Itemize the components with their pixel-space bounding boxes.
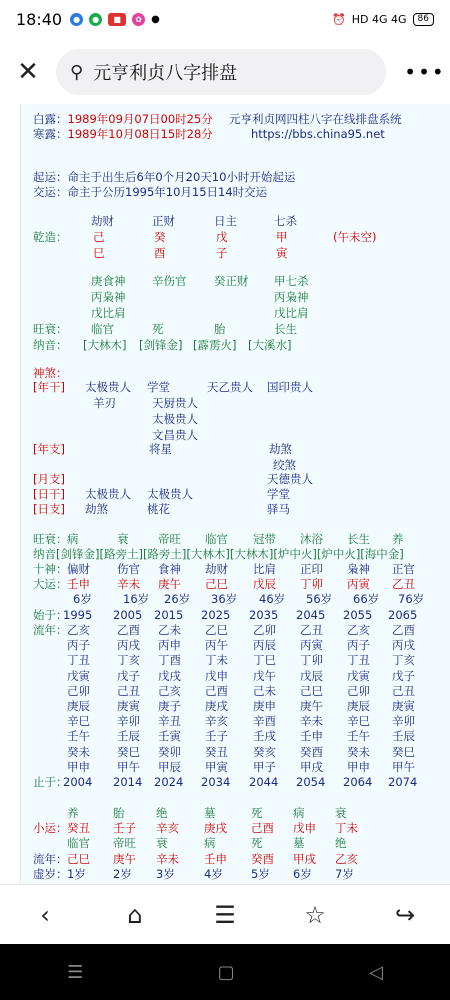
xiaoyun-top-cell: 病: [293, 806, 305, 820]
shiyu-cell: 2045: [296, 608, 326, 622]
dayun-wangshuai-cell: 长生: [347, 532, 370, 546]
xusui-cell: 3岁: [156, 867, 175, 881]
liunian-cell: 丙午: [205, 638, 228, 653]
liunian-cell: 甲申: [347, 759, 370, 774]
xiaoyun-label: 小运：: [33, 821, 68, 835]
xiaoyun-cell: 壬子: [113, 821, 136, 835]
search-header: [0, 44, 450, 100]
liunian-cell: 乙巳: [205, 623, 228, 637]
xiaoyun-cell: 辛亥: [156, 821, 179, 835]
dayun-shishen-cell: 食神: [158, 562, 181, 576]
bailu-value: 1989年09月07日00时25分: [67, 112, 213, 126]
shiyu-cell: 2025: [201, 608, 231, 622]
dayun-age-cell: 56岁: [306, 592, 333, 606]
liunian-cell: 庚子: [158, 699, 181, 713]
liunian-cell: 甲戌: [300, 759, 323, 774]
xiaoyun-bottom-cell: 死: [251, 836, 263, 850]
liunian-cell: 癸酉: [300, 744, 323, 759]
zhiyu-cell: 2064: [343, 775, 373, 789]
dayun-label: 大运：: [33, 577, 68, 591]
liunian-cell: 戊寅: [347, 668, 370, 683]
canggan-cell: 辛伤官: [152, 274, 187, 288]
xiaoyun-cell: 癸丑: [67, 821, 90, 835]
xusui-cell: 1岁: [67, 867, 86, 881]
dayun-age-cell: 6岁: [73, 592, 92, 606]
shensha-item: 天乙贵人: [207, 380, 253, 394]
system-back-icon[interactable]: ◁: [368, 961, 383, 983]
liunian-cell: 甲午: [117, 759, 140, 774]
paipan-panel: [20, 104, 450, 884]
dayun-wangshuai-cell: 沐浴: [300, 532, 323, 546]
shiyu-cell: 1995: [63, 608, 93, 622]
bottom-navigation: [0, 884, 450, 944]
dayun-wangshuai-cell: 冠带: [253, 532, 276, 546]
liunian-cell: 戊寅: [67, 668, 90, 683]
liunian-cell: 壬午: [347, 729, 370, 744]
shishen-cell: 七杀: [274, 214, 297, 228]
search-input[interactable]: [56, 49, 386, 95]
liunian-cell: 乙亥: [347, 623, 370, 637]
dayun-wangshuai-cell: 临官: [205, 532, 228, 546]
liunian-cell: 己酉: [205, 683, 228, 698]
liunian-cell: 甲子: [253, 759, 276, 774]
liunian-cell: 辛巳: [67, 714, 90, 729]
dayun-cell: 己巳: [205, 577, 228, 591]
shensha-item: 羊刃: [93, 396, 116, 410]
jiaoyun-value: 命主于公历1995年10月15日14时交运: [67, 185, 268, 199]
tiangan-cell: 戊: [216, 230, 228, 244]
jiaoyun-label: 交运：: [33, 185, 68, 199]
dayun-cell: 丙寅: [347, 577, 370, 591]
back-icon[interactable]: ‹: [40, 900, 50, 929]
shensha-item: 太极贵人: [147, 487, 193, 501]
xiaoyun-bottom-cell: 临官: [67, 836, 90, 850]
zhiyu-cell: 2054: [296, 775, 326, 789]
shensha-item: 劫煞: [85, 502, 108, 516]
shishen-cell: 日主: [214, 214, 237, 228]
dayun-shishen-label: 十神：: [33, 562, 68, 576]
qiyun-label: 起运：: [33, 170, 68, 184]
dayun-age-cell: 46岁: [259, 592, 286, 606]
shensha-item: 学堂: [147, 380, 170, 394]
liunian-cell: 壬午: [67, 729, 90, 744]
liunian-cell: 乙酉: [117, 623, 140, 637]
xusui-cell: 2岁: [113, 867, 132, 881]
app-notification-icon: ●: [70, 13, 83, 26]
liunian-cell: 丙申: [158, 638, 181, 653]
liunian-cell: 戊午: [253, 668, 276, 683]
dayun-nayin-line: [剑锋金][路旁土][路旁土][大林木][大林木][炉中火][炉中火][海中金]: [56, 547, 404, 561]
shensha-item: 太极贵人: [85, 380, 131, 394]
search-query: 元亨利贞八字排盘: [93, 63, 238, 84]
xiaoyun-top-cell: 衰: [335, 806, 347, 820]
zhiyu-cell: 2004: [63, 775, 93, 789]
xusui-cell: 7岁: [335, 867, 354, 881]
menu-icon[interactable]: ☰: [214, 900, 236, 929]
liunian-cell: 丙辰: [253, 638, 276, 653]
liunian-cell: 辛酉: [253, 714, 276, 729]
shiyu-cell: 2035: [249, 608, 279, 622]
shensha-item: 将星: [149, 442, 172, 456]
liunian-cell: 癸巳: [392, 744, 415, 759]
tiangan-cell: 甲: [276, 230, 288, 244]
status-bar: [0, 0, 450, 38]
dizhi-cell: 巳: [93, 246, 105, 260]
xiaoyun-bottom-cell: 帝旺: [113, 836, 136, 850]
dayun-shishen-cell: 伤官: [117, 562, 140, 576]
liunian-cell: 庚寅: [117, 699, 140, 713]
xusui-cell: 5岁: [251, 867, 270, 881]
shiyu-cell: 2055: [343, 608, 373, 622]
dayun-cell: 丁卯: [300, 577, 323, 591]
status-time: 18:40: [16, 9, 63, 29]
qianzao-label: 乾造：: [33, 230, 68, 244]
kongwang: (午未空): [333, 230, 377, 244]
liunian-cell: 丁未: [205, 653, 228, 668]
xiaoyun-bottom-cell: 病: [204, 836, 216, 850]
wangshuai-cell: 胎: [214, 322, 226, 336]
liunian-cell: 己丑: [117, 683, 140, 698]
liunian-cell: 丁巳: [253, 653, 276, 668]
recent-apps-icon[interactable]: ☰: [67, 961, 84, 983]
liunian-cell: 庚午: [300, 699, 323, 713]
dayun-shishen-cell: 正印: [300, 562, 323, 576]
liunian-cell: 辛丑: [158, 714, 181, 729]
dayun-shishen-cell: 偏财: [67, 562, 90, 576]
liunian-cell: 丁酉: [158, 653, 181, 668]
zhiyu-cell: 2074: [388, 775, 418, 789]
liunian-cell: 丙子: [347, 638, 370, 653]
canggan-cell: 甲七杀: [274, 274, 309, 288]
canggan-cell: 丙枭神: [91, 290, 126, 304]
liunian-cell: 癸卯: [158, 744, 181, 759]
shishen-cell: 劫财: [91, 214, 114, 228]
xiaoyun-bottom-cell: 绝: [335, 836, 347, 850]
liunian-cell: 壬子: [205, 729, 228, 744]
dayun-age-cell: 26岁: [164, 592, 191, 606]
liunian-cell: 乙亥: [67, 623, 90, 637]
tiangan-cell: 己: [93, 230, 105, 244]
dayun-cell: 庚午: [158, 577, 181, 591]
nayin-cell: [霹雳火]: [193, 338, 237, 352]
xiaoyun-liunian-cell: 己巳: [67, 852, 90, 866]
xiaoyun-liunian-cell: 乙亥: [335, 852, 358, 866]
share-icon[interactable]: ↪: [394, 900, 416, 929]
xiaoyun-top-cell: 胎: [113, 806, 125, 820]
liunian-cell: 甲申: [67, 759, 90, 774]
liunian-cell: 辛亥: [205, 714, 228, 729]
liunian-cell: 己丑: [392, 683, 415, 698]
liunian-cell: 丁亥: [117, 653, 140, 668]
liunian-cell: 戊子: [392, 668, 415, 683]
xusui-cell: 4岁: [204, 867, 223, 881]
site-url[interactable]: https://bbs.china95.net: [251, 127, 385, 141]
liunian-cell: 辛未: [300, 714, 323, 729]
wangshuai-cell: 死: [152, 322, 164, 336]
dizhi-cell: 酉: [154, 246, 166, 260]
liunian-cell: 丙戌: [117, 638, 140, 653]
xusui-cell: 6岁: [293, 867, 312, 881]
zhiyu-cell: 2014: [113, 775, 143, 789]
dayun-wangshuai-label: 旺衰：: [33, 532, 68, 546]
hanlu-value: 1989年10月08日15时28分: [67, 127, 213, 141]
liunian-cell: 壬辰: [117, 729, 140, 744]
zhiyu-label: 止于：: [33, 775, 68, 789]
shensha-item: 学堂: [267, 487, 290, 501]
liunian-cell: 戊戌: [158, 668, 181, 683]
liunian-cell: 甲辰: [158, 759, 181, 774]
liunian-cell: 壬戌: [253, 729, 276, 744]
canggan-cell: 戊比肩: [274, 306, 309, 320]
liunian-cell: 癸未: [67, 744, 90, 759]
zhiyu-cell: 2034: [201, 775, 231, 789]
xiaoyun-liunian-cell: 庚午: [113, 852, 136, 866]
liunian-cell: 己巳: [300, 683, 323, 698]
dayun-wangshuai-cell: 养: [392, 532, 404, 546]
battery-icon: 86: [413, 13, 434, 26]
liunian-cell: 己卯: [67, 683, 90, 698]
dayun-cell: 壬申: [67, 577, 90, 591]
close-icon[interactable]: ✕: [17, 57, 39, 87]
liunian-cell: 丁丑: [67, 653, 90, 668]
dayun-wangshuai-cell: 病: [67, 532, 79, 546]
xiaoyun-liunian-cell: 癸酉: [251, 852, 274, 866]
home-icon[interactable]: ⌂: [127, 900, 143, 929]
liunian-cell: 癸丑: [205, 744, 228, 759]
alarm-icon: ⏰: [332, 12, 346, 26]
xiaoyun-top-cell: 墓: [204, 806, 216, 820]
liunian-cell: 乙丑: [300, 623, 323, 637]
canggan-cell: 丙枭神: [274, 290, 309, 304]
shensha-item: 桃花: [147, 502, 170, 516]
shensha-item: 天德贵人: [267, 472, 313, 486]
liunian-cell: 甲寅: [205, 759, 228, 774]
xiaoyun-liunian-label: 流年：: [33, 852, 68, 866]
xiaoyun-cell: 庚戌: [204, 821, 227, 835]
liunian-cell: 壬辰: [392, 729, 415, 744]
nayin-cell: [大林木]: [83, 338, 127, 352]
xiaoyun-cell: 丁未: [335, 821, 358, 835]
dayun-age-cell: 36岁: [211, 592, 238, 606]
zhiyu-cell: 2044: [249, 775, 279, 789]
liunian-cell: 辛巳: [347, 714, 370, 729]
dayun-cell: 戊辰: [253, 577, 276, 591]
liunian-cell: 壬申: [300, 729, 323, 744]
liunian-cell: 己未: [253, 683, 276, 698]
xusui-label: 虚岁：: [33, 867, 68, 881]
liunian-cell: 丙子: [67, 638, 90, 653]
shiyu-cell: 2015: [154, 608, 184, 622]
xiaoyun-liunian-cell: 辛未: [156, 852, 179, 866]
nayin-cell: [大溪水]: [248, 338, 292, 352]
tiangan-cell: 癸: [154, 230, 166, 244]
xiaoyun-liunian-cell: 甲戌: [293, 852, 316, 866]
liunian-cell: 丙戌: [392, 638, 415, 653]
liunian-cell: 庚申: [253, 699, 276, 713]
shensha-item: 国印贵人: [267, 380, 313, 394]
liunian-cell: 辛卯: [117, 714, 140, 729]
canggan-cell: 戊比肩: [91, 306, 126, 320]
wechat-icon: ●: [89, 13, 102, 26]
liunian-cell: 己亥: [158, 683, 181, 698]
shensha-item: 驿马: [267, 502, 290, 516]
xiaoyun-bottom-cell: 衰: [156, 836, 168, 850]
xiaoyun-top-cell: 养: [67, 806, 79, 820]
dayun-age-cell: 66岁: [353, 592, 380, 606]
xiaoyun-bottom-cell: 墓: [293, 836, 305, 850]
nayin-cell: [剑锋金]: [139, 338, 183, 352]
yue-zhi-label: [月支]: [33, 472, 65, 486]
site-title: 元亨利贞网四柱八字在线排盘系统: [229, 112, 402, 126]
star-icon[interactable]: ☆: [304, 900, 326, 929]
shensha-item: 太极贵人: [85, 487, 131, 501]
dayun-age-cell: 16岁: [123, 592, 150, 606]
liunian-cell: 乙卯: [253, 623, 276, 637]
xiaoyun-cell: 己酉: [251, 821, 274, 835]
liunian-cell: 庚辰: [67, 699, 90, 713]
dayun-cell: 辛未: [117, 577, 140, 591]
canggan-cell: 癸正财: [214, 274, 249, 288]
liunian-cell: 庚戌: [205, 699, 228, 713]
xiaoyun-cell: 戊申: [293, 821, 316, 835]
page-content[interactable]: [0, 104, 450, 884]
liunian-cell: 癸未: [347, 744, 370, 759]
shiyu-cell: 2065: [388, 608, 418, 622]
dayun-wangshuai-cell: 帝旺: [158, 532, 181, 546]
liunian-cell: 丁亥: [392, 653, 415, 668]
qiyun-value: 命主于出生后6年0个月20天10小时开始起运: [67, 170, 296, 184]
liunian-cell: 丁丑: [347, 653, 370, 668]
liunian-cell: 壬寅: [158, 729, 181, 744]
nian-zhi-label: [年支]: [33, 442, 65, 456]
liunian-cell: 戊申: [205, 668, 228, 683]
zhiyu-cell: 2024: [154, 775, 184, 789]
flower-icon: ✿: [132, 13, 145, 26]
liunian-cell: 丁卯: [300, 653, 323, 668]
liunian-cell: 庚寅: [392, 699, 415, 713]
ri-gan-label: [日干]: [33, 487, 65, 501]
liunian-label: 流年：: [33, 623, 68, 637]
canggan-cell: 庚食神: [91, 274, 126, 288]
signal-icons: HD 4G 4G: [351, 12, 407, 26]
more-notifications-icon: ●: [151, 13, 160, 25]
liunian-cell: 癸巳: [117, 744, 140, 759]
liunian-cell: 庚辰: [347, 699, 370, 713]
xiaoyun-top-cell: 死: [251, 806, 263, 820]
liunian-cell: 丙寅: [300, 638, 323, 653]
system-navigation-bar: [0, 944, 450, 1000]
dayun-cell: 乙丑: [392, 577, 415, 591]
shensha-item: 绞煞: [273, 458, 296, 472]
shensha-item: 劫煞: [269, 442, 292, 456]
wangshuai-cell: 长生: [274, 322, 297, 336]
shensha-title: 神煞：: [33, 366, 68, 380]
shensha-item: 文昌贵人: [152, 428, 198, 442]
dayun-age-cell: 76岁: [398, 592, 425, 606]
nayin-label: 纳音：: [33, 338, 68, 352]
liunian-cell: 戊辰: [300, 668, 323, 683]
nian-gan-label: [年干]: [33, 380, 65, 394]
dayun-nayin-label: 纳音: [33, 547, 56, 561]
dizhi-cell: 寅: [276, 246, 288, 260]
liunian-cell: 甲午: [392, 759, 415, 774]
liunian-cell: 乙未: [158, 623, 181, 637]
hanlu-label: 寒露：: [33, 127, 68, 141]
more-options-icon[interactable]: •••: [404, 60, 446, 84]
shishen-cell: 正财: [152, 214, 175, 228]
xiaoyun-liunian-cell: 壬申: [204, 852, 227, 866]
dizhi-cell: 子: [216, 246, 228, 260]
liunian-cell: 戊子: [117, 668, 140, 683]
liunian-cell: 乙酉: [392, 623, 415, 637]
dayun-shishen-cell: 枭神: [347, 562, 370, 576]
shensha-item: 天厨贵人: [152, 396, 198, 410]
shensha-item: 太极贵人: [152, 412, 198, 426]
xiaoyun-top-cell: 绝: [156, 806, 168, 820]
news-icon: ■: [108, 13, 126, 26]
search-icon: ⚲: [70, 61, 84, 83]
liunian-cell: 己卯: [347, 683, 370, 698]
wangshuai-label: 旺衰：: [33, 322, 68, 336]
wangshuai-cell: 临官: [91, 322, 114, 336]
dayun-wangshuai-cell: 衰: [117, 532, 129, 546]
system-home-icon[interactable]: ▢: [217, 961, 235, 983]
liunian-cell: 辛卯: [392, 714, 415, 729]
dayun-shishen-cell: 劫财: [205, 562, 228, 576]
dayun-shishen-cell: 正官: [392, 562, 415, 576]
dayun-shishen-cell: 比肩: [253, 562, 276, 576]
liunian-cell: 癸亥: [253, 744, 276, 759]
shiyu-cell: 2005: [113, 608, 143, 622]
shiyu-label: 始于：: [33, 608, 68, 622]
bailu-label: 白露：: [33, 112, 68, 126]
ri-zhi-label: [日支]: [33, 502, 65, 516]
